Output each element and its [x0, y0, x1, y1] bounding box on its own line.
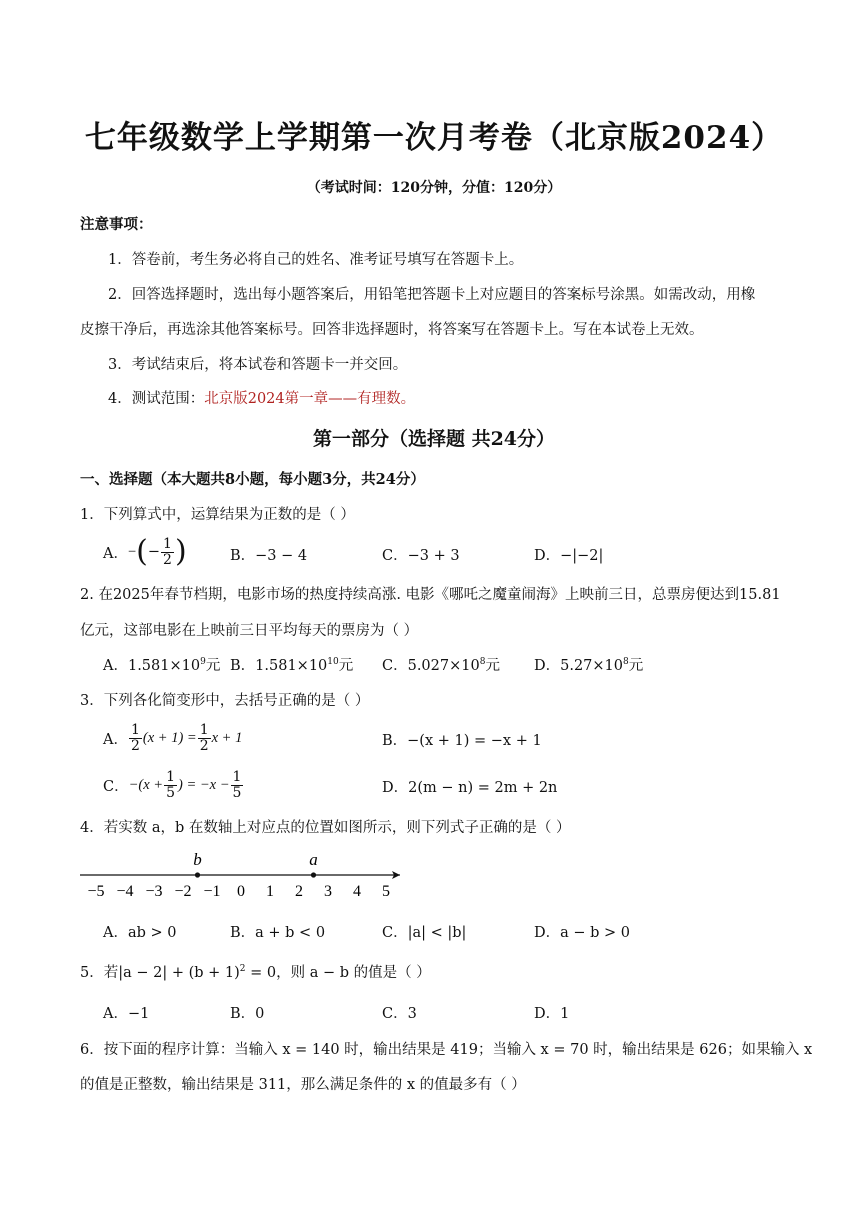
q5-option-c: C．3 — [382, 1006, 417, 1022]
section-title: 第一部分（选择题 共24分） — [312, 428, 556, 450]
q3-option-d: D．2(m − n) = 2m + 2n — [382, 780, 558, 796]
q2-a-unit: 元 — [205, 658, 221, 674]
q6-line2: 的值是正整数，输出结果是 311，那么满足条件的 x 的值最多有（ ） — [80, 1077, 526, 1093]
point-a — [311, 872, 316, 877]
notice-item-2-line1: 2．回答选择题时，选出每小题答案后，用铅笔把答题卡上对应题目的答案标号涂黑。如需改动，用橡 — [108, 287, 756, 303]
exam-info: （考试时间：120分钟，分值：120分） — [306, 180, 562, 196]
point-b-label: b — [193, 850, 202, 869]
q2-line2: 亿元，这部电影在上映前三日平均每天的票房为（ ） — [80, 623, 419, 639]
q2-b-unit: 元 — [338, 658, 354, 674]
q1-stem: 1．下列算式中，运算结果为正数的是（ ） — [80, 507, 355, 523]
q2-a-exp: 9 — [200, 657, 206, 668]
q4-option-d: D．a − b > 0 — [534, 925, 631, 941]
q5-option-a: A．−1 — [103, 1006, 150, 1022]
point-b — [195, 872, 200, 877]
number-line-tick-label: 4 — [353, 883, 361, 900]
notice-item-2-line2: 皮擦干净后，再选涂其他答案标号。回答非选择题时，将答案写在答题卡上。写在本试卷上无效。 — [80, 322, 704, 338]
q6-line1: 6．按下面的程序计算：当输入 x = 140 时，输出结果是 419；当输入 x = 70 时，输出结果是 626；如果输入 x — [80, 1042, 813, 1058]
q2-a-base: A．1.581×10 — [103, 658, 201, 674]
test-range: 北京版2024第一章——有理数。 — [204, 391, 416, 407]
q5-stem-exp: 2 — [239, 964, 246, 975]
point-a-label: a — [309, 850, 318, 869]
q2-b-exp: 10 — [327, 657, 339, 668]
q5-stem-pre: 5．若|a − 2| + (b + 1) — [80, 965, 240, 981]
q2-d-exp: 8 — [623, 657, 629, 668]
number-line-tick-label: −1 — [203, 883, 221, 900]
q2-d-base: D．5.27×10 — [534, 658, 624, 674]
q4-option-c: C．|a| < |b| — [382, 925, 467, 941]
number-line-tick-label: −2 — [174, 883, 192, 900]
q4-option-b: B．a + b < 0 — [230, 925, 326, 941]
q5-stem-post: = 0，则 a − b 的值是（ ） — [245, 965, 431, 981]
q5-stem — [80, 961, 431, 982]
q3-stem: 3．下列各化简变形中，去括号正确的是（ ） — [80, 693, 370, 709]
q2-c-exp: 8 — [479, 657, 486, 668]
notice-item-4 — [108, 387, 415, 408]
number-line-tick-label: −4 — [116, 883, 134, 900]
number-line-tick-label: 1 — [266, 883, 274, 900]
number-line-tick-label: 0 — [237, 883, 245, 900]
number-line — [78, 848, 408, 900]
q1-option-b: B．−3 − 4 — [230, 548, 308, 564]
notice-item-1: 1．答卷前，考生务必将自己的姓名、准考证号填写在答题卡上。 — [108, 252, 524, 268]
number-line-tick-label: −3 — [145, 883, 163, 900]
q2-option-a — [103, 654, 220, 675]
number-line-tick-label: −5 — [87, 883, 105, 900]
q2-b-base: B．1.581×10 — [230, 658, 328, 674]
notice-item-4-prefix: 4．测试范围： — [108, 391, 205, 407]
notice-item-3: 3．考试结束后，将本试卷和答题卡一并交回。 — [108, 357, 408, 373]
q1-option-a-label: A． — [103, 545, 128, 562]
part-heading: 一、选择题（本大题共8小题，每小题3分，共24分） — [80, 471, 425, 488]
q1-option-a: A． − ( − $\frac{1}{2}$ ) — [103, 534, 187, 569]
q1-option-d: D．−|−2| — [534, 548, 604, 564]
q5-option-d: D．1 — [534, 1006, 570, 1022]
q2-option-d — [534, 654, 643, 675]
q2-option-b — [230, 654, 353, 675]
q2-option-c — [382, 654, 500, 675]
number-line-tick-label: 2 — [295, 883, 303, 900]
q3-option-b: B．−(x + 1) = −x + 1 — [382, 733, 542, 749]
q4-stem: 4．若实数 a，b 在数轴上对应点的位置如图所示，则下列式子正确的是（ ） — [80, 820, 571, 836]
q2-c-base: C．5.027×10 — [382, 658, 480, 674]
number-line-tick-label: 5 — [382, 883, 390, 900]
page-title: 七年级数学上学期第一次月考卷（北京版2024） — [84, 120, 784, 156]
q2-line1: 2. 在2025年春节档期，电影市场的热度持续高涨. 电影《哪吒之魔童闹海》上映前三日，总票房便达到15.81 — [80, 587, 781, 603]
q2-c-unit: 元 — [485, 658, 500, 674]
q1-option-c: C．−3 + 3 — [382, 548, 460, 564]
q5-option-b: B．0 — [230, 1006, 265, 1022]
q3-option-a: A． $\frac{1}{2}$ (x + 1) = $\frac{1}{2}$ x + 1 — [103, 721, 243, 754]
notice-heading: 注意事项： — [80, 216, 153, 233]
q3-option-c: C． −(x + $\frac{1}{5}$ ) = −x − $\frac{1}{5}$ — [103, 768, 242, 801]
q2-d-unit: 元 — [628, 658, 644, 674]
q4-option-a: A．ab > 0 — [103, 925, 177, 941]
number-line-tick-label: 3 — [324, 883, 332, 900]
